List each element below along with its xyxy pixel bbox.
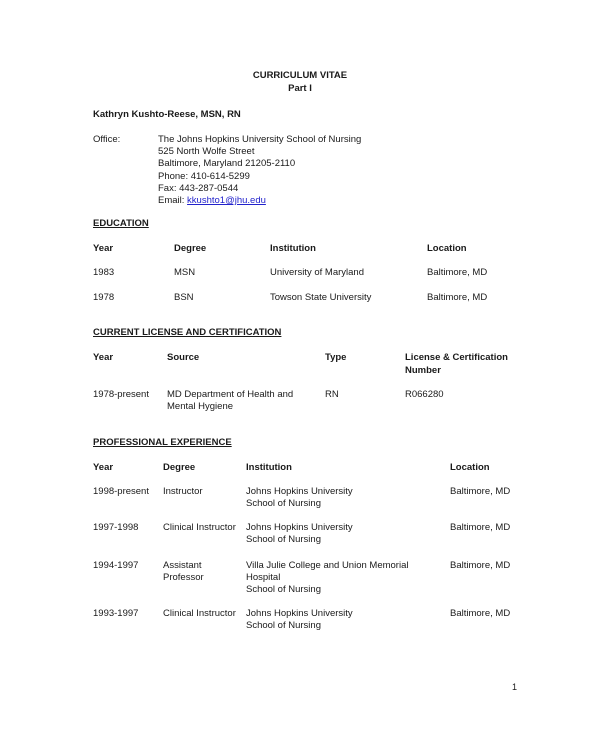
experience-row-institution-line2: School of Nursing: [246, 534, 321, 545]
experience-col-institution: Institution: [246, 462, 292, 473]
experience-row-institution-line2: School of Nursing: [246, 620, 321, 631]
email-label: Email:: [158, 195, 188, 206]
experience-row-degree: Instructor: [163, 486, 203, 497]
license-col-number-line2: Number: [405, 365, 441, 376]
document-title: CURRICULUM VITAE: [252, 70, 348, 81]
experience-row-institution-line2: School of Nursing: [246, 498, 321, 509]
education-col-institution: Institution: [270, 243, 316, 254]
education-row-year: 1983: [93, 267, 115, 278]
experience-row-degree: Clinical Instructor: [163, 608, 236, 619]
experience-row-institution: Villa Julie College and Union Memorial: [246, 560, 409, 571]
license-row-source-line2: Mental Hygiene: [167, 401, 234, 412]
office-label: Office:: [93, 134, 121, 145]
license-col-year: Year: [93, 352, 114, 363]
experience-row-degree: Clinical Instructor: [163, 522, 236, 533]
experience-col-degree: Degree: [163, 462, 196, 473]
experience-row-location: Baltimore, MD: [450, 486, 511, 497]
education-row-degree: BSN: [174, 292, 194, 303]
education-col-location: Location: [427, 243, 467, 254]
office-line: 525 North Wolfe Street: [158, 146, 255, 157]
license-row-year: 1978-present: [93, 389, 149, 400]
experience-row-degree: Assistant: [163, 560, 202, 571]
experience-row-location: Baltimore, MD: [450, 522, 511, 533]
office-line: The Johns Hopkins University School of Nursing: [158, 134, 362, 145]
experience-row-location: Baltimore, MD: [450, 608, 511, 619]
license-col-type: Type: [325, 352, 347, 363]
experience-col-year: Year: [93, 462, 114, 473]
experience-row-institution: Johns Hopkins University: [246, 522, 353, 533]
education-col-year: Year: [93, 243, 114, 254]
page-number: 1: [512, 682, 518, 692]
email-link[interactable]: kkushto1@jhu.edu: [187, 195, 266, 206]
license-col-source: Source: [167, 352, 200, 363]
education-row-institution: Towson State University: [270, 292, 372, 303]
fax-line: Fax: 443-287-0544: [158, 183, 239, 194]
experience-heading: PROFESSIONAL EXPERIENCE: [93, 437, 232, 448]
office-line: Baltimore, Maryland 21205-2110: [158, 158, 296, 169]
education-row-year: 1978: [93, 292, 115, 303]
phone-line: Phone: 410-614-5299: [158, 171, 250, 182]
experience-row-year: 1998-present: [93, 486, 149, 497]
document-subtitle: Part I: [288, 83, 312, 94]
education-row-location: Baltimore, MD: [427, 292, 488, 303]
experience-row-institution-line2: Hospital: [246, 572, 281, 583]
email-line: [158, 195, 266, 207]
experience-row-year: 1993-1997: [93, 608, 139, 619]
experience-row-degree-line2: Professor: [163, 572, 204, 583]
experience-row-year: 1997-1998: [93, 522, 139, 533]
license-row-number: R066280: [405, 389, 444, 400]
license-row-source: MD Department of Health and: [167, 389, 294, 400]
experience-row-institution-line3: School of Nursing: [246, 584, 321, 595]
experience-col-location: Location: [450, 462, 490, 473]
education-heading: EDUCATION: [93, 218, 149, 229]
experience-row-institution: Johns Hopkins University: [246, 608, 353, 619]
education-row-institution: University of Maryland: [270, 267, 364, 278]
experience-row-year: 1994-1997: [93, 560, 139, 571]
education-row-location: Baltimore, MD: [427, 267, 488, 278]
education-row-degree: MSN: [174, 267, 196, 278]
license-col-number: License & Certification: [405, 352, 508, 363]
experience-row-location: Baltimore, MD: [450, 560, 511, 571]
education-col-degree: Degree: [174, 243, 207, 254]
person-name: Kathryn Kushto-Reese, MSN, RN: [93, 109, 241, 120]
license-heading: CURRENT LICENSE AND CERTIFICATION: [93, 327, 282, 338]
license-row-type: RN: [325, 389, 339, 400]
experience-row-institution: Johns Hopkins University: [246, 486, 353, 497]
